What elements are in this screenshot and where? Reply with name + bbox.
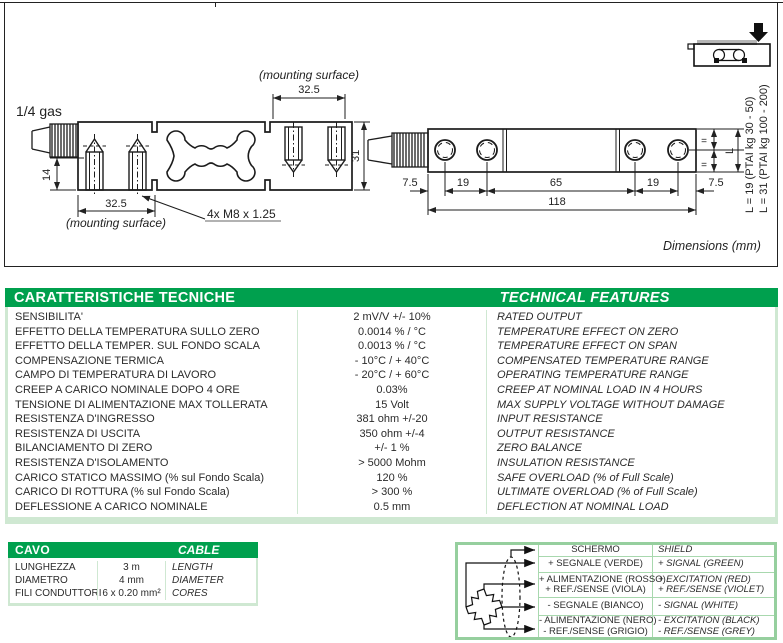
cable-value: 3 m xyxy=(97,561,166,574)
eq-bottom: = xyxy=(701,160,707,171)
spec-row xyxy=(8,368,775,383)
mounting-surface-bottom-label: (mounting surface) xyxy=(65,216,167,230)
wiring-row xyxy=(539,545,774,556)
spec-label-english: DEFLECTION AT NOMINAL LOAD xyxy=(497,500,669,513)
spec-row xyxy=(8,354,775,369)
wiring-table xyxy=(455,542,777,640)
wiring-label-english: - SIGNAL (WHITE) xyxy=(658,600,739,612)
spec-label-italian: DEFLESSIONE A CARICO NOMINALE xyxy=(15,500,208,513)
spec-label-english: OPERATING TEMPERATURE RANGE xyxy=(497,369,689,382)
wiring-label-english: SHIELD xyxy=(658,544,693,556)
cable-label-english: DIAMETER xyxy=(172,575,224,586)
wire-excitation-minus xyxy=(484,625,535,629)
spec-label-english: OUTPUT RESISTANCE xyxy=(497,427,615,440)
spec-label-italian: SENSIBILITA' xyxy=(15,311,83,323)
bolt-down-1 xyxy=(282,122,305,177)
dimensions-note: Dimensions (mm) xyxy=(663,239,761,253)
cable-value: 6 x 0.20 mm² xyxy=(97,587,166,600)
load-arrow-icon xyxy=(749,23,768,42)
cable-label-italian: DIAMETRO xyxy=(15,575,68,586)
spec-label-english: ULTIMATE OVERLOAD (% of Full Scale) xyxy=(497,486,698,499)
spec-table-header xyxy=(5,288,778,307)
cable-row xyxy=(10,587,256,600)
spec-header-italian: CARATTERISTICHE TECNICHE xyxy=(14,289,236,306)
wire-signal-plus xyxy=(466,563,535,607)
dim-325-top: 32.5 xyxy=(298,84,320,96)
wiring-row xyxy=(539,556,774,572)
spec-label-italian: RESISTENZA DI USCITA xyxy=(15,427,141,440)
spec-value: 120 % xyxy=(297,471,487,486)
wiring-label-english: + SIGNAL (GREEN) xyxy=(658,558,744,570)
cable-header-english: CABLE xyxy=(178,543,220,557)
spec-table-body xyxy=(5,307,778,524)
spec-row xyxy=(8,383,775,398)
spec-label-english: ZERO BALANCE xyxy=(497,442,582,455)
mounting-surface-top-label: (mounting surface) xyxy=(258,68,360,82)
spec-label-italian: CREEP A CARICO NOMINALE DOPO 4 ORE xyxy=(15,383,240,396)
dim-65: 65 xyxy=(549,177,563,189)
spec-label-italian: CAMPO DI TEMPERATURA DI LAVORO xyxy=(15,369,217,382)
spec-value: 0.0014 % / °C xyxy=(297,325,487,340)
dim-31: 31 xyxy=(350,149,362,162)
bolt-up-1 xyxy=(83,134,106,195)
spec-value: 0.03% xyxy=(297,383,487,398)
spec-label-english: CREEP AT NOMINAL LOAD IN 4 HOURS xyxy=(497,383,703,396)
spec-row xyxy=(8,427,775,442)
cable-table-body xyxy=(8,558,258,606)
dim-L: L xyxy=(724,147,736,154)
spec-row xyxy=(8,398,775,413)
side-view-drawing xyxy=(32,94,370,221)
spec-label-english: SAFE OVERLOAD (% of Full Scale) xyxy=(497,471,674,484)
bolt-note: 4x M8 x 1.25 xyxy=(207,207,276,221)
cable-label-english: LENGTH xyxy=(172,562,213,573)
spec-label-english: INSULATION RESISTANCE xyxy=(497,456,635,469)
dim-325-bottom: 32.5 xyxy=(105,198,127,210)
wiring-label-italian: + ALIMENTAZIONE (ROSSO) + REF./SENSE (VIOLA) xyxy=(539,573,666,595)
wiring-label-italian: - ALIMENTAZIONE (NERO) - REF./SENSE (GRIGIO) xyxy=(539,615,657,637)
wiring-label-italian: + SEGNALE (VERDE) xyxy=(539,557,653,572)
bridge-schematic xyxy=(458,545,539,637)
cable-table xyxy=(8,542,258,606)
dim-118: 118 xyxy=(548,196,566,208)
spec-label-italian: COMPENSAZIONE TERMICA xyxy=(15,354,164,367)
spec-value: 15 Volt xyxy=(297,398,487,413)
cable-gland-side xyxy=(32,124,78,157)
spec-table xyxy=(5,288,778,524)
spec-row xyxy=(8,500,775,515)
spec-row xyxy=(8,325,775,340)
spec-value: 2 mV/V +/- 10% xyxy=(297,310,487,325)
l-note-1: L = 19 (PTAI kg 30 - 50) xyxy=(744,96,756,213)
cable-table-header xyxy=(8,542,258,558)
wiring-label-italian: - SEGNALE (BIANCO) xyxy=(539,598,653,615)
wiring-row xyxy=(539,597,774,615)
bolt-down-2 xyxy=(325,122,348,177)
spec-label-english: TEMPERATURE EFFECT ON ZERO xyxy=(497,325,679,338)
cable-value: 4 mm xyxy=(97,574,166,587)
spec-label-english: COMPENSATED TEMPERATURE RANGE xyxy=(497,354,709,367)
cable-shield-ellipse xyxy=(502,557,520,637)
dim-75-left: 7.5 xyxy=(402,177,418,189)
mounting-holes xyxy=(435,140,688,160)
cable-row xyxy=(10,561,256,574)
wiring-label-english: - EXCITATION (BLACK) - REF./SENSE (GREY) xyxy=(658,615,760,637)
spec-value: 350 ohm +/-4 xyxy=(297,427,487,442)
dim-19-left: 19 xyxy=(456,177,470,189)
spec-value: +/- 1 % xyxy=(297,441,487,456)
spec-value: 381 ohm +/-20 xyxy=(297,412,487,427)
spec-label-italian: EFFETTO DELLA TEMPERATURA SULLO ZERO xyxy=(15,325,260,338)
flexure-cutout xyxy=(167,131,255,181)
spec-row xyxy=(8,412,775,427)
side-view-dimensions xyxy=(50,94,370,221)
cable-gland-top xyxy=(368,133,428,167)
spec-row xyxy=(8,310,775,325)
dim-19-right: 19 xyxy=(646,177,660,189)
spec-label-italian: EFFETTO DELLA TEMPER. SUL FONDO SCALA xyxy=(15,340,260,353)
dim-14: 14 xyxy=(41,168,53,181)
wiring-row xyxy=(539,572,774,597)
wire-excitation-plus xyxy=(484,584,535,589)
cable-row xyxy=(10,574,256,587)
spec-label-italian: RESISTENZA D'INGRESSO xyxy=(15,413,155,426)
spec-value: > 5000 Mohm xyxy=(297,456,487,471)
spec-value: - 20°C / + 60°C xyxy=(297,368,487,383)
wire-shield xyxy=(511,550,535,557)
wheatstone-bridge xyxy=(466,589,502,625)
spec-label-italian: CARICO DI ROTTURA (% sul Fondo Scala) xyxy=(15,486,230,499)
load-direction-icon xyxy=(688,23,770,66)
eq-top: = xyxy=(701,136,707,147)
spec-label-italian: RESISTENZA D'ISOLAMENTO xyxy=(15,456,169,469)
spec-label-italian: BILANCIAMENTO DI ZERO xyxy=(15,442,153,455)
spec-value: - 10°C / + 40°C xyxy=(297,354,487,369)
spec-label-italian: TENSIONE DI ALIMENTAZIONE MAX TOLLERATA xyxy=(15,398,268,411)
spec-row xyxy=(8,471,775,486)
bolt-up-2 xyxy=(126,134,149,195)
spec-row xyxy=(8,339,775,354)
cable-header-italian: CAVO xyxy=(15,543,50,557)
wiring-label-italian: SCHERMO xyxy=(539,545,653,556)
spec-value: 0.5 mm xyxy=(297,500,487,515)
cable-label-italian: LUNGHEZZA xyxy=(15,562,76,573)
spec-value: 0.0013 % / °C xyxy=(297,339,487,354)
wiring-rows xyxy=(539,545,774,637)
spec-label-italian: CARICO STATICO MASSIMO (% sul Fondo Scala) xyxy=(15,471,264,484)
cable-label-english: CORES xyxy=(172,588,208,599)
technical-drawings xyxy=(0,0,783,272)
spec-row xyxy=(8,456,775,471)
spec-label-english: TEMPERATURE EFFECT ON SPAN xyxy=(497,340,677,353)
gas-label: 1/4 gas xyxy=(16,103,62,119)
wiring-row xyxy=(539,615,774,637)
dim-75-right: 7.5 xyxy=(708,177,724,189)
spec-label-english: RATED OUTPUT xyxy=(497,311,582,323)
spec-header-english: TECHNICAL FEATURES xyxy=(499,289,670,306)
cable-label-italian: FILI CONDUTTORI xyxy=(15,588,102,599)
spec-label-english: INPUT RESISTANCE xyxy=(497,413,603,426)
spec-row xyxy=(8,485,775,500)
spec-value: > 300 % xyxy=(297,485,487,500)
wiring-label-english: + EXCITATION (RED) + REF./SENSE (VIOLET) xyxy=(658,573,765,595)
spec-label-english: MAX SUPPLY VOLTAGE WITHOUT DAMAGE xyxy=(497,398,725,411)
l-note-2: L = 31 (PTAI kg 100 - 200) xyxy=(758,84,770,213)
spec-row xyxy=(8,441,775,456)
